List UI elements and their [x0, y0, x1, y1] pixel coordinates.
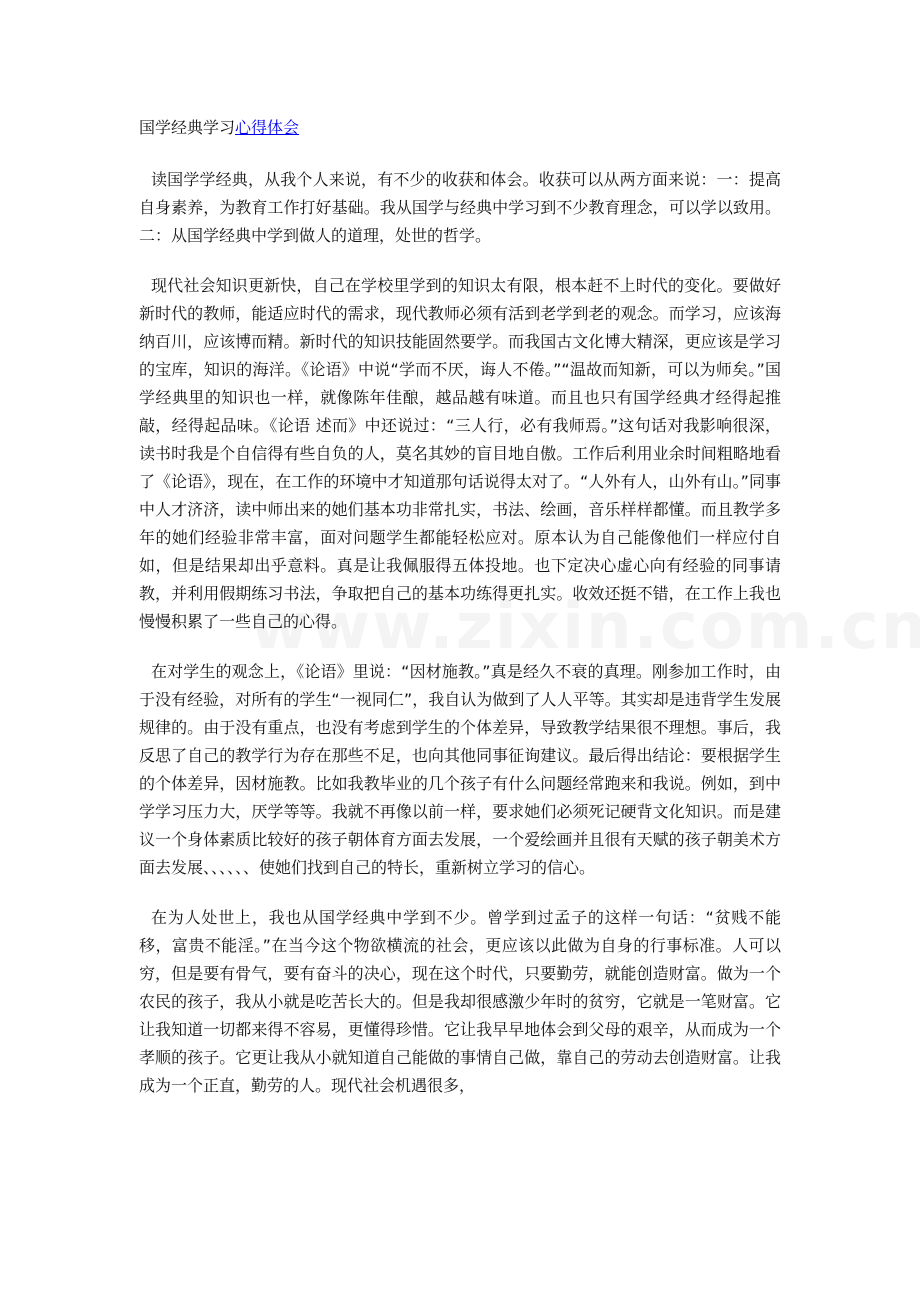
paragraph-4: 在为人处世上，我也从国学经典中学到不少。曾学到过孟子的这样一句话：“贫贱不能移，富贵不能淫。”在当今这个物欲横流的社会，更应该以此做为自身的行事标准。人可以穷，但是要有骨气，要有奋斗的决心，现在这个时代，只要勤劳，就能创造财富。做为一个农民的孩子，我从小就是吃苦长大的。但是我却很感激少年时的贫穷，它就是一笔财富。它让我知道一切都来得不容易，更懂得珍惜。它让我早早地体会到父母的艰辛，从而成为一个孝顺的孩子。它更让我从小就知道自己能做的事情自己做，靠自己的劳动去创造财富。让我成为一个正直，勤劳的人。现代社会机遇很多， [139, 908, 781, 1095]
paragraph-3: 在对学生的观念上，《论语》里说：“因材施教。”真是经久不衰的真理。刚参加工作时，由于没有经验，对所有的学生“一视同仁”，我自认为做到了人人平等。其实却是违背学生发展规律的。由于没有重点，也没有考虑到学生的个体差异，导致教学结果很不理想。事后，我反思了自己的教学行为存在那些不足，也向其他同事征询建议。最后得出结论：要根据学生的个体差异，因材施教。比如我教毕业的几个孩子有什么问题经常跑来和我说。例如，到中学学习压力大，厌学等等。我就不再像以前一样，要求她们必须死记硬背文化知识。而是建议一个身体素质比较好的孩子朝体育方面去发展，一个爱绘画并且很有天赋的孩子朝美术方面去发展、、、、、、使她们找到自己的特长，重新树立学习的信心。 [139, 662, 781, 877]
document-title [139, 112, 781, 144]
title-prefix: 国学经典学习 [139, 118, 236, 137]
document-body [139, 112, 781, 1122]
title-link[interactable]: 心得体会 [235, 118, 300, 137]
paragraph-2: 现代社会知识更新快，自己在学校里学到的知识太有限，根本赶不上时代的变化。要做好新时代的教师，能适应时代的需求，现代教师必须有活到老学到老的观念。而学习，应该海纳百川，应该博而精。新时代的知识技能固然要学。而我国古文化博大精深，更应该是学习的宝库，知识的海洋。《论语》中说“学而不厌，诲人不倦。”“温故而知新，可以为师矣。”国学经典里的知识也一样，就像陈年佳酿，越品越有味道。而且也只有国学经典才经得起推敲，经得起品味。《论语 述而》中还说过：“三人行，必有我师焉。”这句话对我影响很深，读书时我是个自信得有些自负的人，莫名其妙的盲目地自傲。工作后利用业余时间粗略地看了《论语》，现在，在工作的环境中才知道那句话说得太对了。“人外有人，山外有山。”同事中人才济济，读中师出来的她们基本功非常扎实，书法、绘画，音乐样样都懂。而且教学多年的她们经验非常丰富，面对问题学生都能轻松应对。原本认为自己能像他们一样应付自如，但是结果却出乎意料。真是让我佩服得五体投地。也下定决心虚心向有经验的同事请教，并利用假期练习书法，争取把自己的基本功练得更扎实。收效还挺不错，在工作上我也慢慢积累了一些自己的心得。 [139, 276, 781, 631]
paragraph-1: 读国学学经典，从我个人来说，有不少的收获和体会。收获可以从两方面来说：一：提高自身素养，为教育工作打好基础。我从国学与经典中学习到不少教育理念，可以学以致用。二：从国学经典中学到做人的道理，处世的哲学。 [139, 170, 781, 245]
